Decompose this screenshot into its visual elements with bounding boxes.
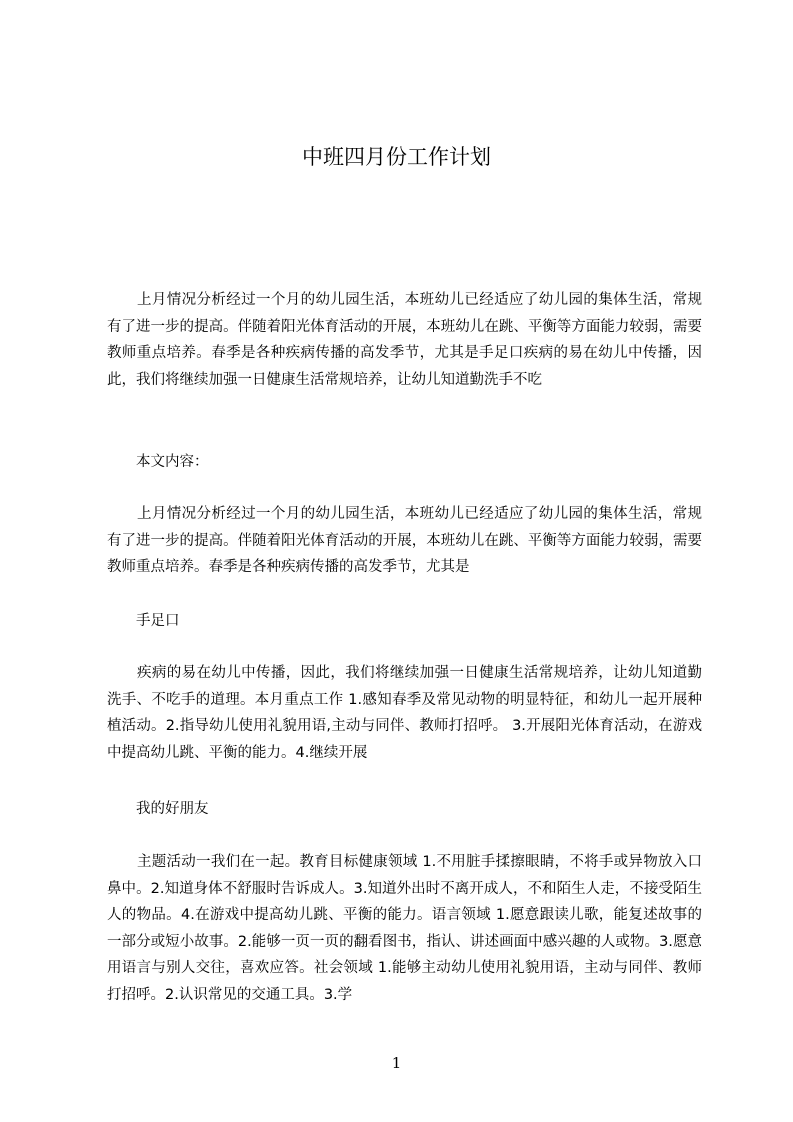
document-title: 中班四月份工作计划 (302, 145, 491, 169)
section-heading-content: 本文内容： (136, 454, 209, 470)
paragraph-summary: 上月情况分析经过一个月的幼儿园生活，本班幼儿已经适应了幼儿园的集体生活，常规有了进一步的提高。伴随着阳光体育活动的开展，本班幼儿在跳、平衡等方面能力较弱，需要教师重点培养。春季是各种疾病传播的高发季节，尤其是 (107, 506, 702, 575)
page-number: 1 (391, 1054, 402, 1072)
paragraph-key-work: 疾病的易在幼儿中传播，因此，我们将继续加强一日健康生活常规培养，让幼儿知道勤洗手、不吃手的道理。本月重点工作 1.感知春季及常见动物的明显特征，和幼儿一起开展种植活动。2.指导幼儿使用礼貌用语,主动与同伴、教师打招呼。 3.开展阳光体育活动，在游戏中提高幼儿跳、平衡的能力。4.继续开展 (107, 665, 702, 761)
section-heading-hfmd: 手足口 (136, 613, 180, 629)
paragraph-intro: 上月情况分析经过一个月的幼儿园生活，本班幼儿已经适应了幼儿园的集体生活，常规有了进一步的提高。伴随着阳光体育活动的开展，本班幼儿在跳、平衡等方面能力较弱，需要教师重点培养。春季是各种疾病传播的高发季节，尤其是手足口疾病的易在幼儿中传播，因此，我们将继续加强一日健康生活常规培养，让幼儿知道勤洗手不吃 (107, 292, 702, 388)
section-heading-friends: 我的好朋友 (136, 801, 209, 817)
paragraph-theme-activity: 主题活动一我们在一起。教育目标健康领域 1.不用脏手揉擦眼睛，不将手或异物放入口鼻中。2.知道身体不舒服时告诉成人。3.知道外出时不离开成人，不和陌生人走，不接受陌生人的物品。4.在游戏中提高幼儿跳、平衡的能力。语言领域 1.愿意跟读儿歌，能复述故事的一部分或短小故事。2.能够一页一页的翻看图书，指认、讲述画面中感兴趣的人或物。3.愿意用语言与别人交往，喜欢应答。社会领域 1.能够主动幼儿使用礼貌用语，主动与同伴、教师打招呼。2.认识常见的交通工具。3.学 (107, 854, 702, 1003)
